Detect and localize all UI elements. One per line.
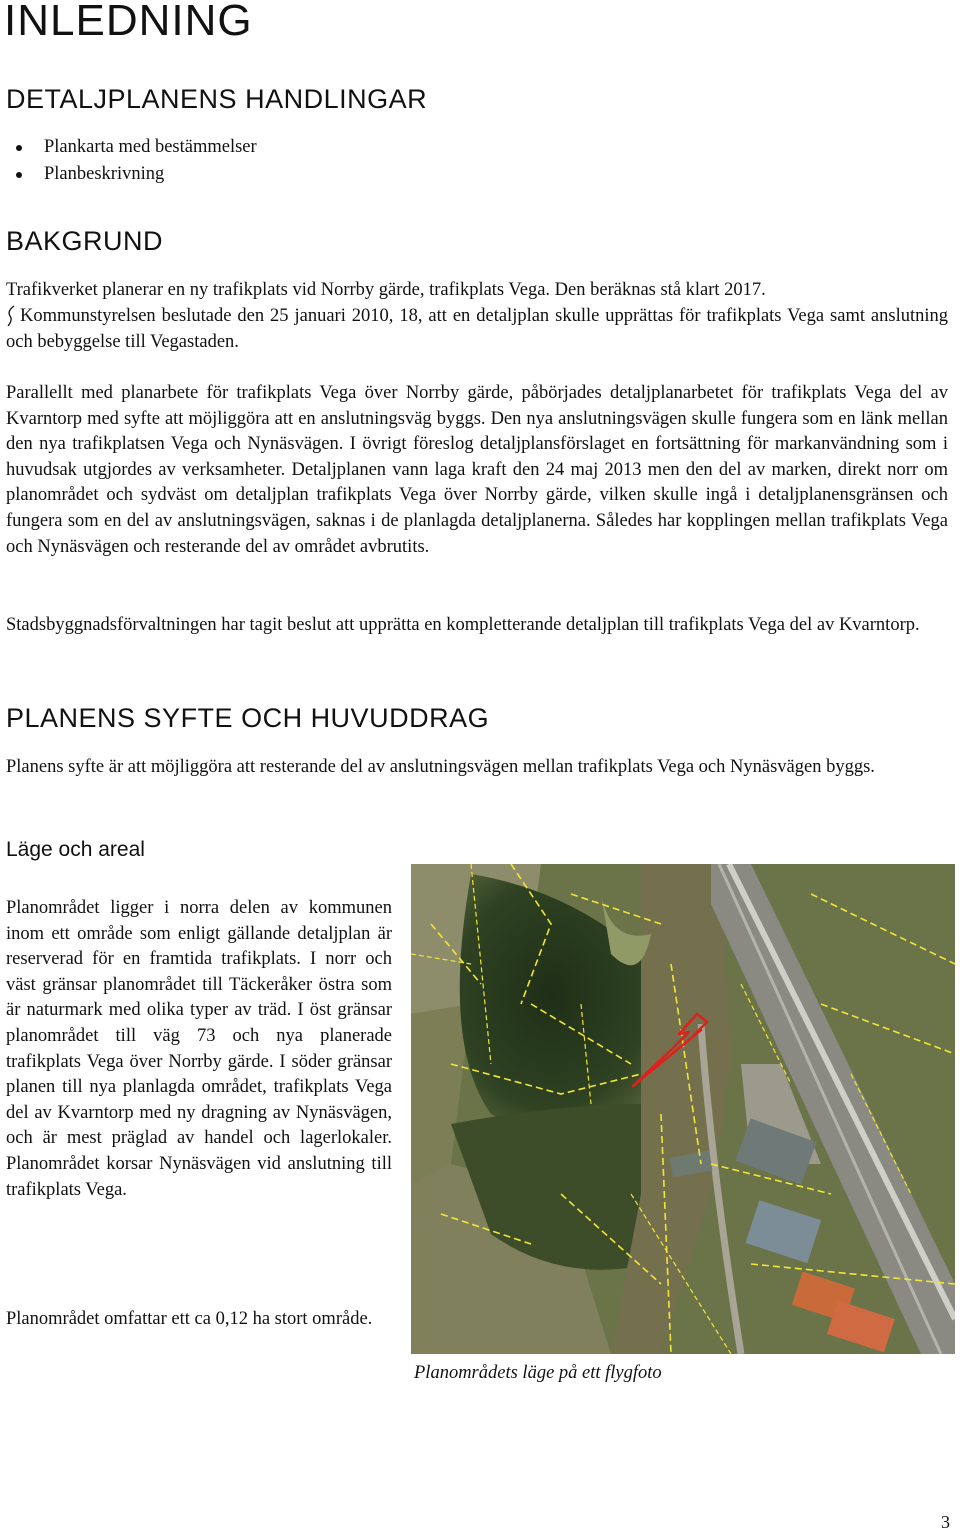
figure-caption: Planområdets läge på ett flygfoto xyxy=(414,1363,662,1383)
section-heading-syfte: PLANENS SYFTE OCH HUVUDDRAG xyxy=(6,703,490,733)
paragraph: Planområdet omfattar ett ca 0,12 ha stort område. xyxy=(6,1309,373,1329)
page-number: 3 xyxy=(941,1512,950,1532)
paragraph xyxy=(6,304,948,355)
section-heading-handlingar: DETALJPLANENS HANDLINGAR xyxy=(6,84,428,114)
section-heading-bakgrund: BAKGRUND xyxy=(6,226,164,256)
paragraph-symbol-icon xyxy=(6,305,16,327)
paragraph: Stadsbyggnadsförvaltningen har tagit beslut att upprätta en kompletterande detaljplan till trafikplats Vega del av Kvarntorp. xyxy=(6,615,920,635)
aerial-photo xyxy=(411,864,955,1354)
paragraph: Planens syfte är att möjliggöra att resterande del av anslutningsvägen mellan trafikplats Vega och Nynäsvägen byggs. xyxy=(6,757,875,777)
document-list xyxy=(0,134,257,188)
subsection-heading-lage: Läge och areal xyxy=(6,838,145,861)
list-item: Plankarta med bestämmelser xyxy=(44,134,257,161)
paragraph: Trafikverket planerar en ny trafikplats vid Norrby gärde, trafikplats Vega. Den beräknas stå klart 2017. xyxy=(6,280,766,300)
paragraph-text: Kommunstyrelsen beslutade den 25 januari 2010, 18, att en detaljplan skulle upprättas för trafikplats Vega samt anslutning och bebyggelse till Vegastaden. xyxy=(6,306,948,352)
page-title: INLEDNING xyxy=(4,0,253,45)
paragraph: Planområdet ligger i norra delen av kommunen inom ett område som enligt gällande detaljplan är reserverad för en framtida trafikplats. I norr och väst gränsar planområdet till Täckeråker östra som är naturmark med olika typer av träd. I öst gränsar planområdet till väg 73 och nya planerade trafikplats Vega över Norrby gärde. I söder gränsar planen till nya planlagda området, trafikplats Vega del av Kvarntorp med ny dragning av Nynäsvägen, och är mest präglad av handel och lagerlokaler. Planområdet korsar Nynäsvägen vid anslutning till trafikplats Vega. xyxy=(6,898,392,1200)
paragraph: Parallellt med planarbete för trafikplats Vega över Norrby gärde, påbörjades detaljplanarbetet för trafikplats Vega del av Kvarntorp med syfte att möjliggöra att en anslutningsväg byggs. Den nya anslutningsvägen skulle fungera som en länk mellan den nya trafikplatsen Vega och Nynäsvägen. I övrigt föreslog detaljplansförslaget en fortsättning för markanvändning som i huvudsak utgjordes av verksamheter. Detaljplanen vann laga kraft den 24 maj 2013 men den del av marken, direkt norr om planområdet och sydväst om detaljplan trafikplats Vega över Norrby gärde, vilken skulle ingå i detaljplanensgränsen och fungera som en del av anslutningsvägen, saknas i de planlagda detaljplanerna. Således har kopplingen mellan trafikplats Vega och Nynäsvägen och resterande del av området avbrutits. xyxy=(6,383,948,557)
aerial-photo-image xyxy=(411,864,955,1354)
list-item: Planbeskrivning xyxy=(44,161,257,188)
